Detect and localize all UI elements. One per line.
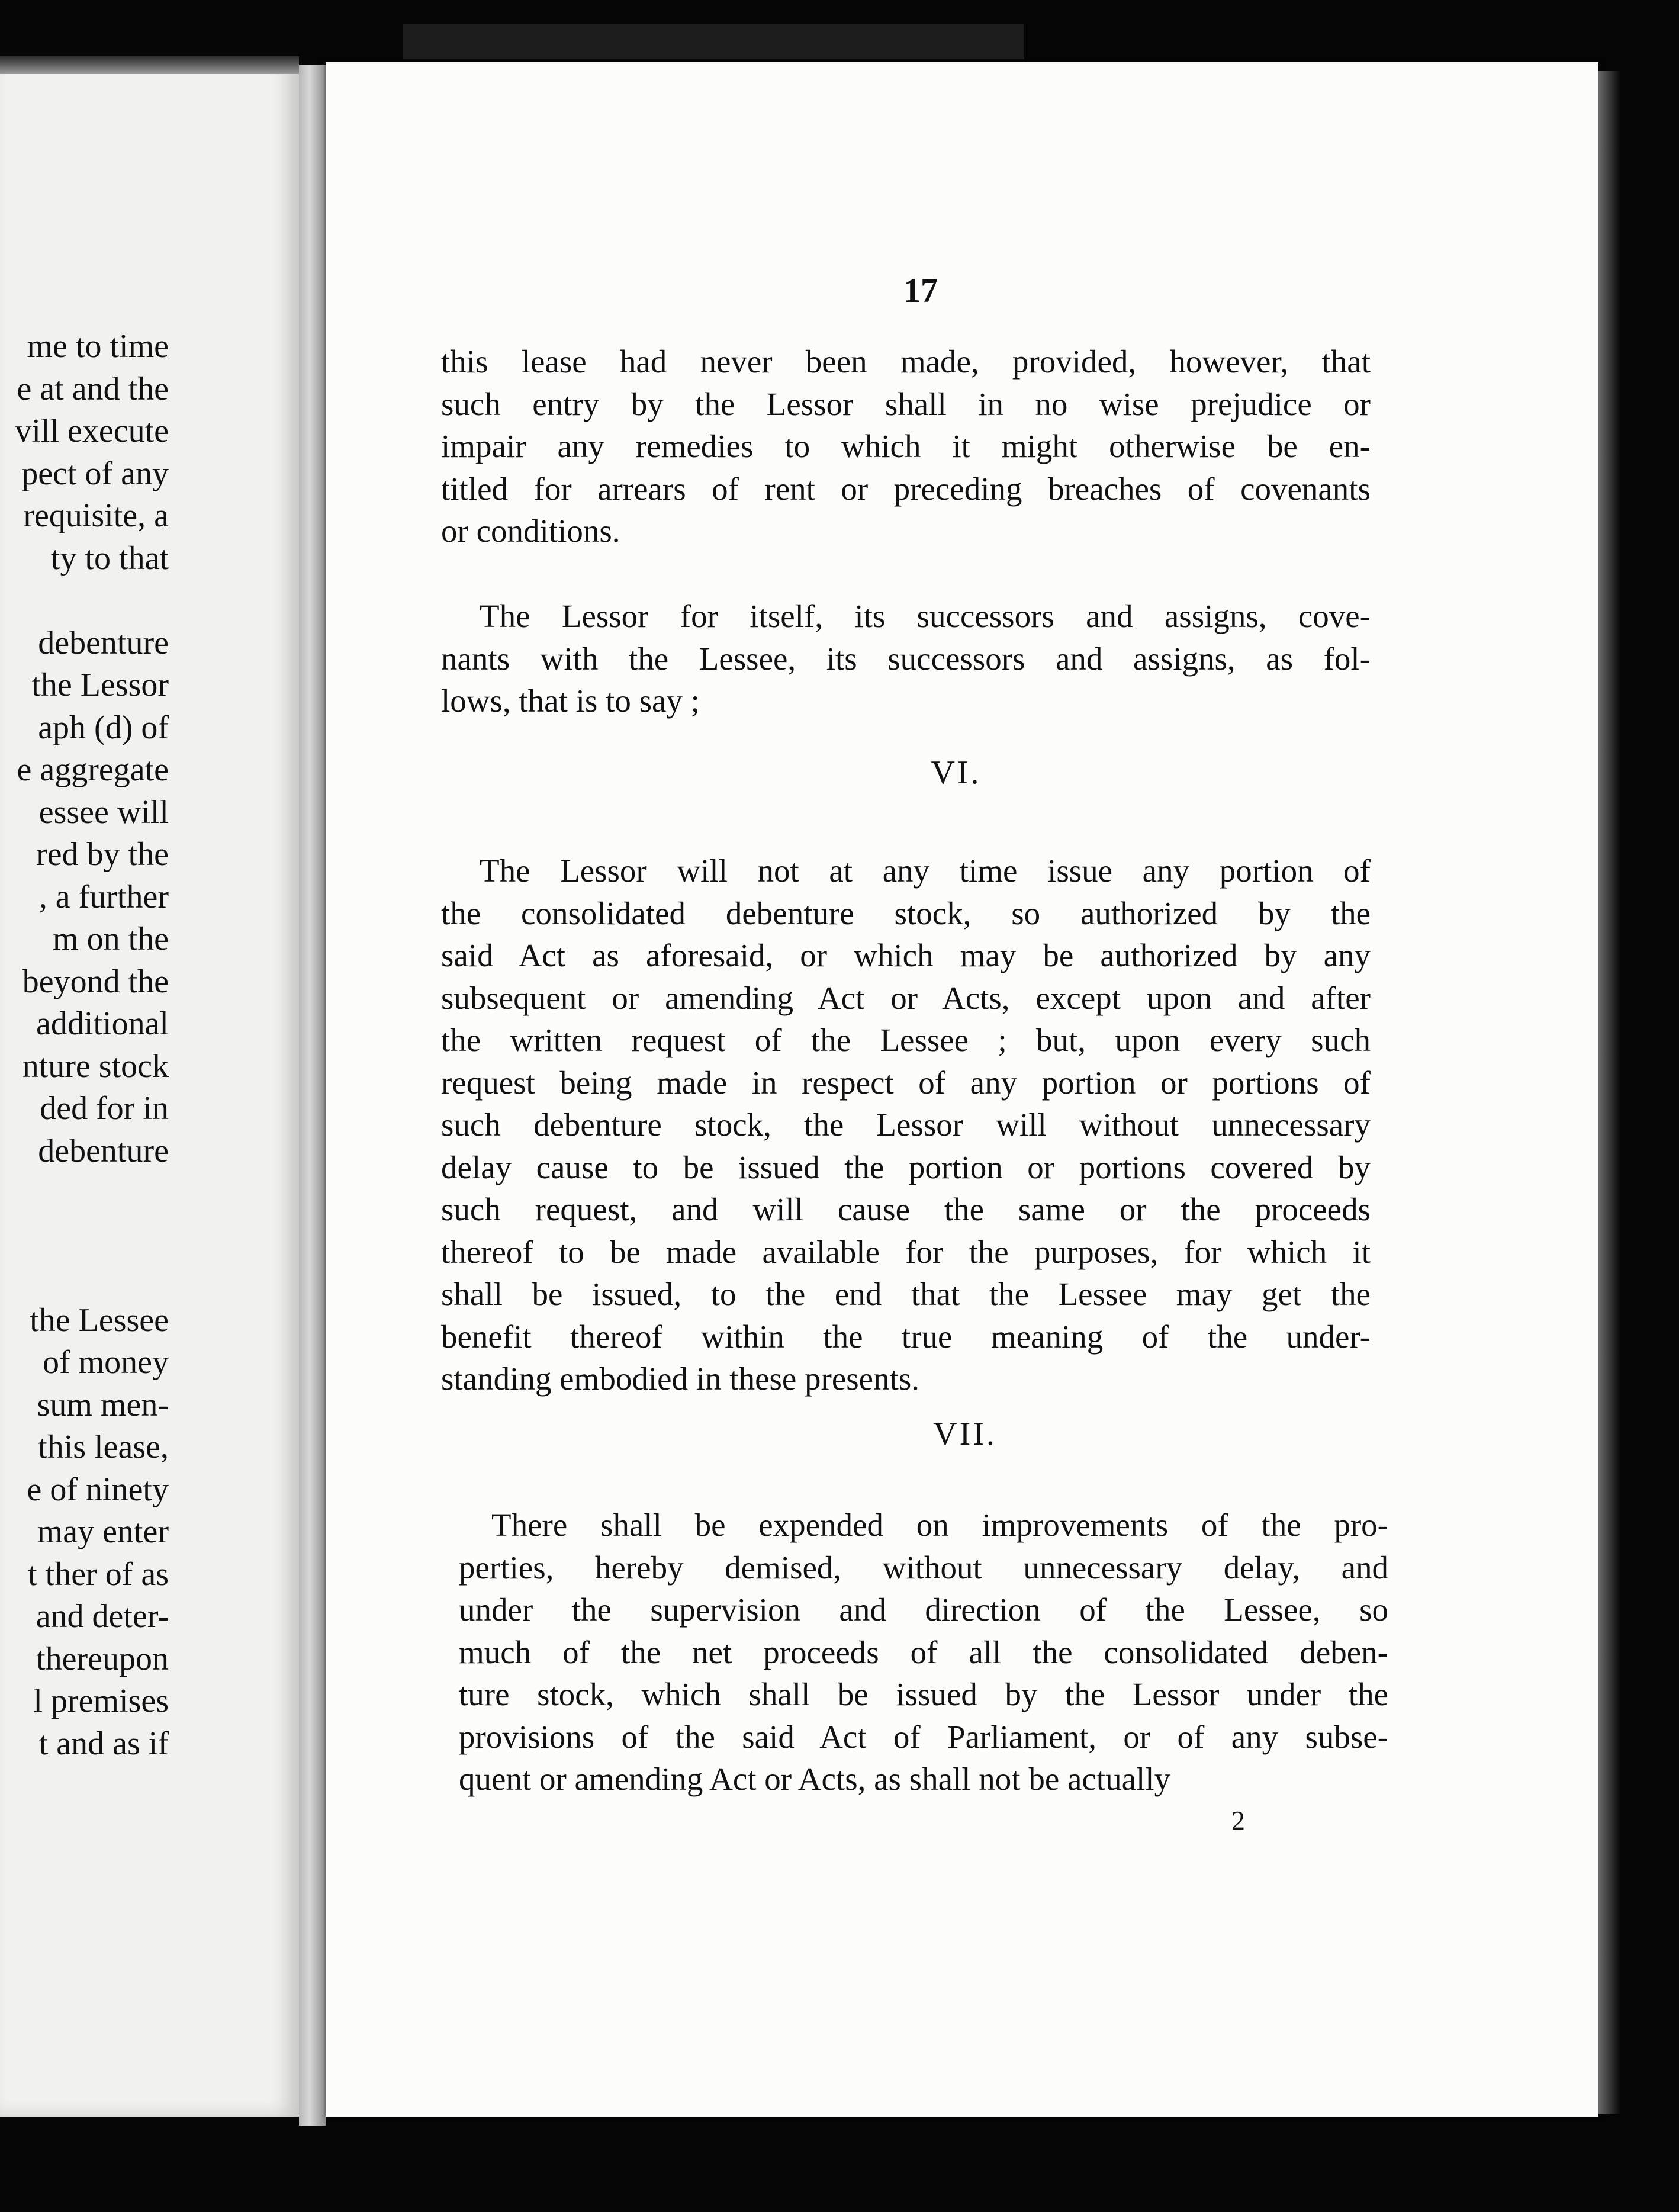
text-line: ded for in: [40, 1090, 169, 1127]
text-line: standing embodied in these presents.: [441, 1361, 920, 1397]
text-line: beyond the: [22, 963, 169, 1000]
text-line: t and as if: [38, 1725, 169, 1762]
text-line: such request, and will cause the same or the proceeds: [441, 1191, 1371, 1227]
text-line: red by the: [36, 836, 169, 873]
text-line: , a further: [38, 878, 169, 915]
page-edge-shadow: [1598, 71, 1620, 2114]
text-line: the consolidated debenture stock, so authorized by the: [441, 895, 1371, 931]
text-line: The Lessor will not at any time issue any portion of: [480, 853, 1371, 889]
text-line: said Act as aforesaid, or which may be authorized by any: [441, 937, 1371, 973]
text-line: and deter-: [36, 1598, 169, 1635]
text-line: benefit thereof within the true meaning of the under-: [441, 1318, 1371, 1355]
paragraph-section-vii: [459, 1504, 1388, 1801]
text-line: of money: [42, 1344, 169, 1381]
section-heading-vi: VI.: [931, 754, 982, 791]
text-line: nants with the Lessee, its successors and assigns, as fol-: [441, 640, 1371, 677]
text-line: this lease had never been made, provided, however, that: [441, 343, 1371, 380]
text-line: e of ninety: [27, 1471, 169, 1508]
text-line: debenture: [38, 624, 169, 661]
book-gutter: [299, 65, 326, 2126]
text-line: [0, 1172, 169, 1215]
text-line: vill execute: [15, 413, 169, 449]
text-line: debenture: [38, 1132, 169, 1169]
text-line: [0, 1257, 169, 1300]
paragraph-section-vi: [441, 850, 1371, 1400]
text-line: additional: [36, 1005, 169, 1042]
text-line: lows, that is to say ;: [441, 683, 700, 719]
previous-page-top-band: [0, 56, 299, 74]
text-line: [0, 580, 169, 622]
text-line: provisions of the said Act of Parliament, or of any subse-: [459, 1718, 1388, 1755]
text-line: subsequent or amending Act or Acts, except upon and after: [441, 979, 1371, 1016]
previous-page-text: [0, 326, 169, 1765]
text-line: impair any remedies to which it might otherwise be en-: [441, 428, 1371, 464]
text-line: The Lessor for itself, its successors and assigns, cove-: [480, 598, 1371, 634]
section-heading-vii: VII.: [933, 1416, 997, 1452]
paragraph-lessor-covenants: [441, 595, 1371, 722]
text-line: titled for arrears of rent or preceding breaches of covenants: [441, 470, 1371, 507]
page-number: 17: [903, 271, 938, 310]
text-line: delay cause to be issued the portion or portions covered by: [441, 1149, 1371, 1185]
text-line: perties, hereby demised, without unnecessary delay, and: [459, 1549, 1388, 1586]
text-line: much of the net proceeds of all the consolidated deben-: [459, 1634, 1388, 1670]
text-line: may enter: [37, 1513, 169, 1550]
text-line: nture stock: [22, 1047, 169, 1085]
text-line: under the supervision and direction of the Lessee, so: [459, 1592, 1388, 1628]
text-line: thereof to be made available for the purposes, for which it: [441, 1233, 1371, 1270]
text-line: essee will: [38, 793, 169, 831]
text-line: e at and the: [17, 370, 169, 407]
previous-page-strip: [0, 56, 299, 2117]
text-line: aph (d) of: [38, 709, 169, 746]
text-line: m on the: [53, 921, 169, 957]
text-line: quent or amending Act or Acts, as shall not be actually: [459, 1761, 1171, 1797]
text-line: There shall be expended on improvements of the pro-: [491, 1507, 1388, 1543]
text-line: pect of any: [21, 455, 169, 492]
text-line: requisite, a: [23, 497, 169, 534]
paragraph-lease-continuation: [441, 340, 1371, 552]
text-line: e aggregate: [17, 751, 169, 788]
text-line: shall be issued, to the end that the Lessee may get the: [441, 1276, 1371, 1312]
text-line: ty to that: [50, 539, 169, 577]
text-line: such entry by the Lessor shall in no wise prejudice or: [441, 385, 1371, 422]
text-line: me to time: [27, 328, 169, 365]
text-line: the Lessee: [30, 1301, 169, 1339]
text-line: l premises: [33, 1683, 169, 1719]
text-line: the written request of the Lessee ; but, upon every such: [441, 1022, 1371, 1058]
text-line: sum men-: [37, 1386, 169, 1423]
top-dark-band: [403, 24, 1024, 59]
text-line: request being made in respect of any portion or portions of: [441, 1064, 1371, 1101]
text-line: ture stock, which shall be issued by the Lessor under the: [459, 1676, 1388, 1712]
text-line: such debenture stock, the Lessor will without unnecessary: [441, 1107, 1371, 1143]
signature-mark: 2: [1231, 1805, 1245, 1835]
text-line: t ther of as: [28, 1555, 169, 1593]
text-line: the Lessor: [31, 667, 169, 703]
page: [326, 62, 1598, 2117]
text-line: or conditions.: [441, 513, 620, 549]
text-line: this lease,: [38, 1429, 169, 1465]
text-line: [0, 1215, 169, 1258]
text-line: thereupon: [36, 1640, 169, 1677]
